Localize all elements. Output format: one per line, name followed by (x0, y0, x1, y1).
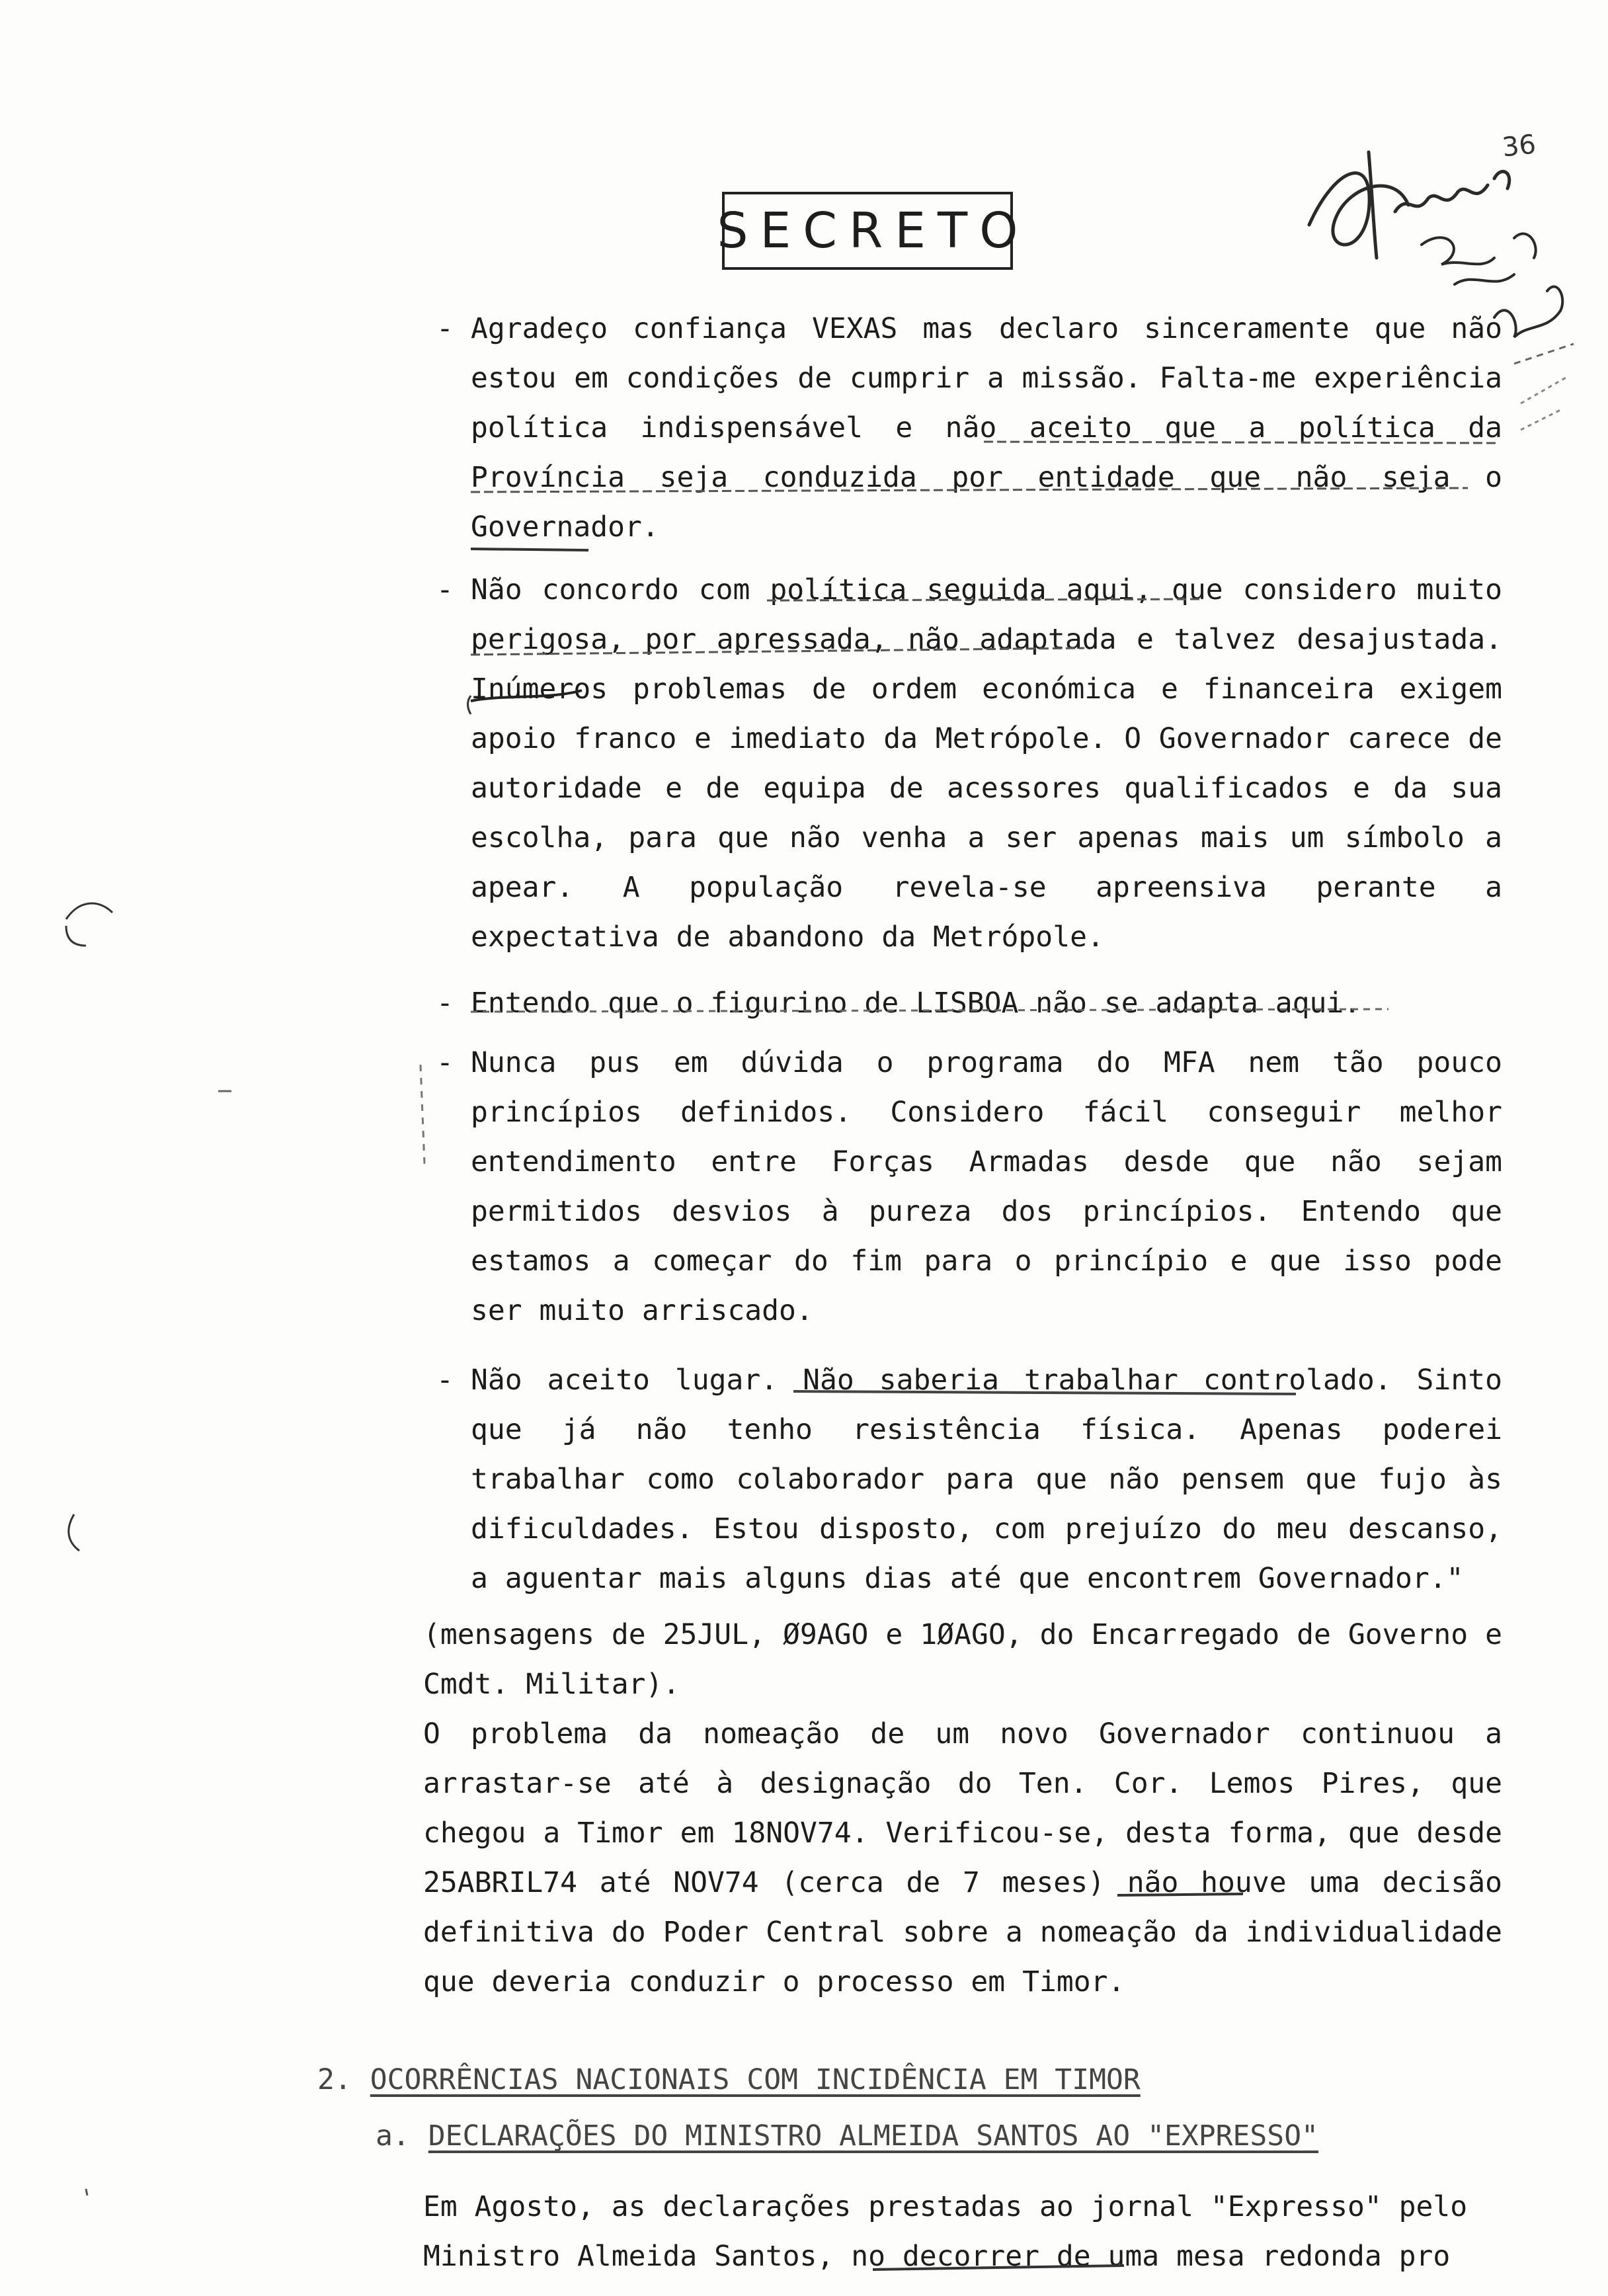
classification-stamp: SECRETO (722, 192, 1013, 270)
quote-paragraph-2: Não concordo com política seguida aqui, que considero muito perigosa, por apressada, não adaptada e talvez desajustada. Inúmeros problemas de ordem económica e financeira exigem apoio franco e imediato da Metrópole. O Governador carece de autoridade e de equipa de acessores qualificados e da sua escolha, para que não venha a ser apenas mais um símbolo a apear. A população revela-se apreensiva perante a expectativa de abandono da Metrópole. (471, 573, 1502, 954)
bullet-dash: - (436, 573, 454, 606)
bullet-dash: - (436, 1364, 454, 1397)
section-number: 2. (317, 2063, 352, 2096)
subsection-heading (376, 2116, 1318, 2156)
source-note: (mensagens de 25JUL, Ø9AGO e 1ØAGO, do Encarregado de Governo e Cmdt. Militar). (423, 1618, 1502, 1701)
quote-paragraph-5: Não aceito lugar. Não saberia trabalhar controlado. Sinto que já não tenho resistência física. Apenas poderei trabalhar como colaborador para que não pensem que fujo às dificuldades. Estou disposto, com prejuízo do meu descanso, a aguentar mais alguns dias até que encontrem Governador." (471, 1364, 1502, 1595)
quote-paragraph-4: Nunca pus em dúvida o programa do MFA nem tão pouco princípios definidos. Considero fácil conseguir melhor entendimento entre Forças Armadas desde que não sejam permitidos desvios à pureza dos princípios. Entendo que estamos a começar do fim para o princípio e que isso pode ser muito arriscado. (471, 1046, 1502, 1327)
section-title: OCORRÊNCIAS NACIONAIS COM INCIDÊNCIA EM TIMOR (370, 2063, 1141, 2096)
section-heading (317, 2060, 1141, 2100)
bullet-dash: - (436, 1046, 454, 1079)
final-paragraph: Em Agosto, as declarações prestadas ao jornal "Expresso" pelo Ministro Almeida Santos, no decorrer de uma mesa redonda pro (423, 2190, 1468, 2273)
quote-paragraph-1: Agradeço confiança VEXAS mas declaro sinceramente que não estou em condições de cumprir a missão. Falta-me experiência política indispensável e não aceito que a política da Província seja conduzida por entidade que não seja o Governador. (471, 312, 1502, 544)
quote-paragraph-3: Entendo que o figurino de LISBOA não se adapta aqui. (471, 987, 1361, 1020)
subsection-letter: a. (376, 2119, 410, 2152)
subsection-title: DECLARAÇÕES DO MINISTRO ALMEIDA SANTOS AO "EXPRESSO" (428, 2119, 1318, 2152)
page-number: 36 (1500, 129, 1538, 163)
paragraph-nomination: O problema da nomeação de um novo Governador continuou a arrastar-se até à designação do Ten. Cor. Lemos Pires, que chegou a Timor em 18NOV74. Verificou-se, desta forma, que desde 25ABRIL74 até NOV74 (cerca de 7 meses) não houve uma decisão definitiva do Poder Central sobre a nomeação da individualidade que deveria conduzir o processo em Timor. (423, 1717, 1502, 1998)
bullet-dash: - (436, 987, 454, 1020)
bullet-dash: - (436, 312, 454, 345)
